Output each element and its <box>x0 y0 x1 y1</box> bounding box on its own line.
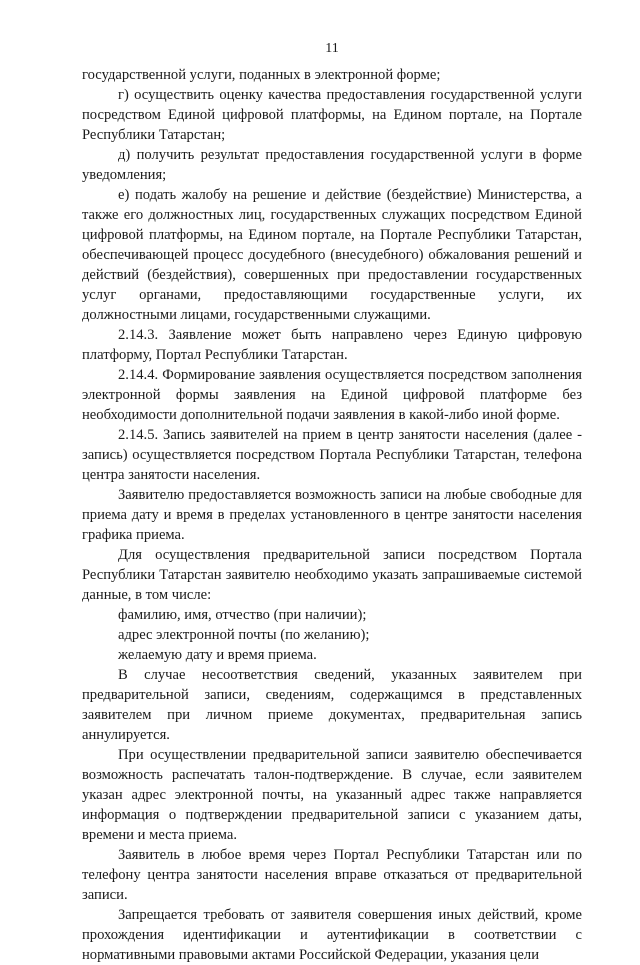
paragraph-mismatch-cancellation: В случае несоответствия сведений, указанных заявителем при предварительной записи, сведениям, содержащимся в представленных заявителем при личном приеме документах, предварительная запись аннулируется. <box>82 667 582 743</box>
list-item-date-time: желаемую дату и время приема. <box>118 647 317 663</box>
paragraph-2-14-5: 2.14.5. Запись заявителей на прием в центр занятости населения (далее - запись) осуществляется посредством Портала Республики Татарстан, телефона центра занятости населения. <box>82 427 582 483</box>
paragraph-item-d: д) получить результат предоставления государственной услуги в форме уведомления; <box>82 147 582 183</box>
paragraph-appointment-options: Заявителю предоставляется возможность записи на любые свободные для приема дату и время в пределах установленного в центре занятости населения графика приема. <box>82 487 582 543</box>
document-page <box>82 40 582 965</box>
paragraph-confirmation-ticket: При осуществлении предварительной записи заявителю обеспечивается возможность распечатать талон-подтверждение. В случае, если заявителем указан адрес электронной почты, на указанный адрес также направляется информация о подтверждении предварительной записи с указанием даты, времени и места приема. <box>82 747 582 843</box>
paragraph-item-g: г) осуществить оценку качества предоставления государственной услуги посредством Единой цифровой платформы, на Едином портале, на Портале Республики Татарстан; <box>82 87 582 143</box>
paragraph-prohibition: Запрещается требовать от заявителя совершения иных действий, кроме прохождения идентификации и аутентификации в соответствии с нормативными правовыми актами Российской Федерации, указания цели <box>82 907 582 963</box>
paragraph-refusal: Заявитель в любое время через Портал Республики Татарстан или по телефону центра занятости населения вправе отказаться от предварительной записи. <box>82 847 582 903</box>
paragraph-required-data: Для осуществления предварительной записи посредством Портала Республики Татарстан заявителю необходимо указать запрашиваемые системой данные, в том числе: <box>82 547 582 603</box>
list-item-full-name: фамилию, имя, отчество (при наличии); <box>118 607 367 623</box>
paragraph-item-e: е) подать жалобу на решение и действие (бездействие) Министерства, а также его должностных лиц, государственных служащих посредством Единой цифровой платформы, на Едином портале, на Портале Республики Татарстан, обеспечивающей процесс досудебного (внесудебного) обжалования решений и действий (бездействия), совершенных при предоставлении государственных услуг органами, предоставляющими государственные услуги, их должностными лицами, государственными служащими. <box>82 187 582 323</box>
list-item-email: адрес электронной почты (по желанию); <box>118 627 370 643</box>
paragraph-intro-continuation: государственной услуги, поданных в электронной форме; <box>82 67 441 83</box>
paragraph-2-14-4: 2.14.4. Формирование заявления осуществляется посредством заполнения электронной формы заявления на Единой цифровой платформе без необходимости дополнительной подачи заявления в какой-либо иной форме. <box>82 367 582 423</box>
page-number: 11 <box>325 41 339 56</box>
paragraph-2-14-3: 2.14.3. Заявление может быть направлено через Единую цифровую платформу, Портал Республики Татарстан. <box>82 327 582 363</box>
